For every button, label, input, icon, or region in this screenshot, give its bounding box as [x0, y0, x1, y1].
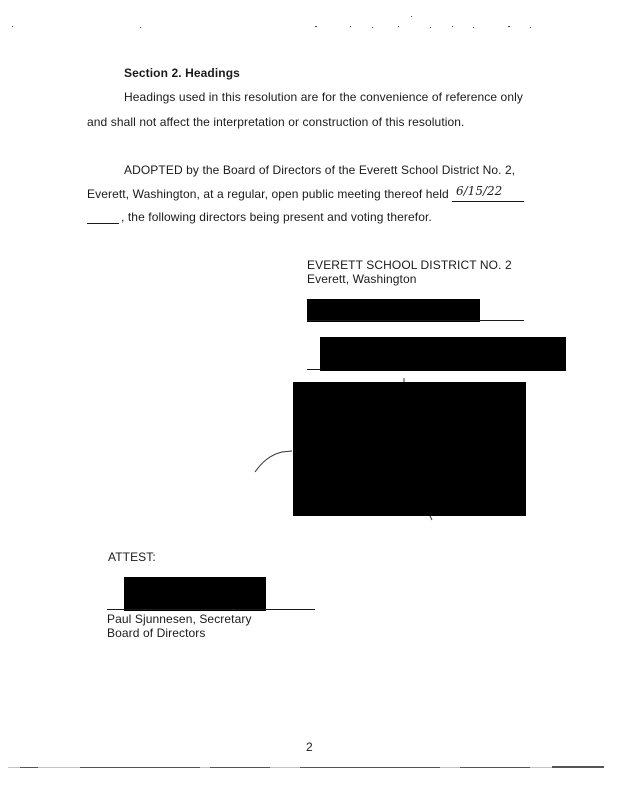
handwritten-date: 6/15/22	[456, 184, 503, 198]
section-body-line-1: Headings used in this resolution are for the convenience of reference only	[124, 90, 523, 104]
attest-label: ATTEST:	[108, 550, 156, 564]
attest-signature-line	[107, 609, 315, 610]
section-body-line-2: and shall not affect the interpretation or construction of this resolution.	[87, 115, 465, 129]
attest-name: Paul Sjunnesen, Secretary	[107, 612, 252, 626]
date-underline	[452, 201, 524, 202]
redacted-attest-signature	[124, 577, 266, 611]
page-number: 2	[306, 740, 313, 754]
blank-underline	[87, 223, 119, 224]
redacted-signature-1	[307, 299, 480, 322]
redacted-signature-block	[293, 382, 526, 516]
signature-line-1	[307, 320, 524, 321]
signature-line-2	[307, 369, 321, 370]
district-city: Everett, Washington	[307, 272, 417, 286]
adopted-line-3: , the following directors being present and voting therefor.	[121, 210, 432, 224]
adopted-line-1: ADOPTED by the Board of Directors of the Everett School District No. 2,	[124, 163, 516, 177]
attest-title: Board of Directors	[107, 626, 206, 640]
adopted-line-2: Everett, Washington, at a regular, open public meeting thereof held	[87, 187, 449, 201]
pen-stroke	[255, 451, 292, 472]
district-name: EVERETT SCHOOL DISTRICT NO. 2	[307, 258, 512, 272]
section-heading: Section 2. Headings	[124, 66, 240, 80]
redacted-signature-2	[320, 337, 566, 371]
